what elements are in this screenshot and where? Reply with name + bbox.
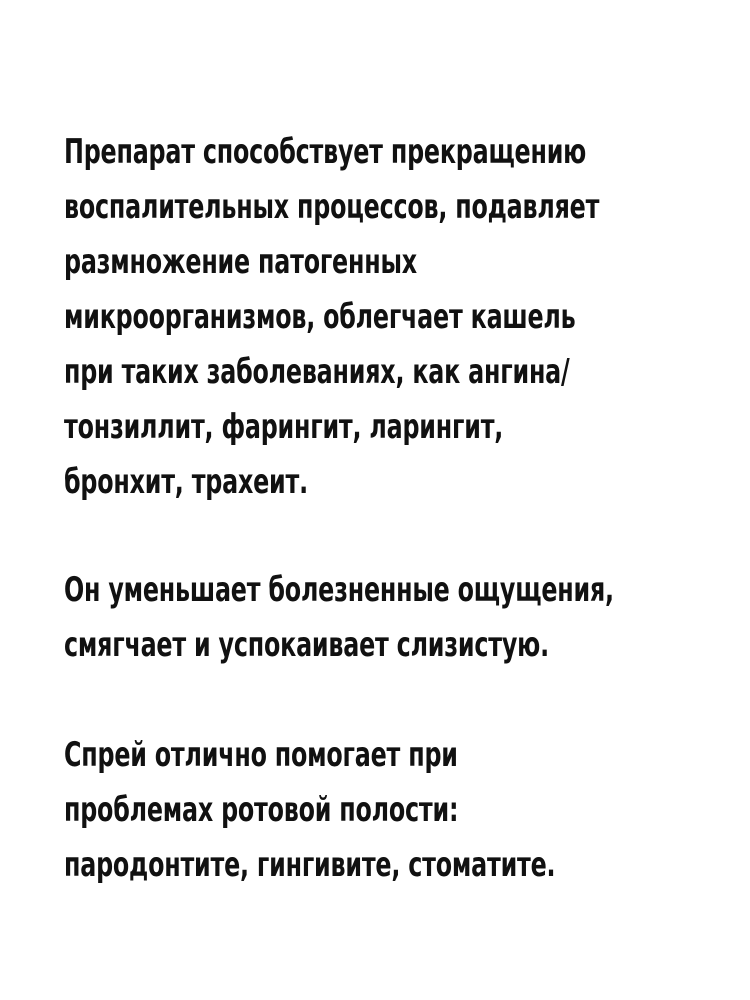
- text-line: при таких заболеваниях, как ангина/: [64, 352, 570, 392]
- text-line: размножение патогенных: [64, 242, 417, 282]
- text-line: бронхит, трахеит.: [64, 462, 308, 502]
- text-line: Спрей отлично помогает при: [64, 735, 458, 775]
- text-line: воспалительных процессов, подавляет: [64, 187, 600, 227]
- text-line: пародонтите, гингивите, стоматите.: [64, 845, 556, 885]
- paragraph-oral-use: [64, 728, 694, 893]
- text-line: тонзиллит, фарингит, ларингит,: [64, 407, 504, 447]
- text-line: проблемах ротовой полости:: [64, 790, 459, 830]
- paragraph-relief: [64, 563, 694, 673]
- paragraph-action: [64, 125, 694, 510]
- text-line: Препарат способствует прекращению: [64, 132, 587, 172]
- text-line: микроорганизмов, облегчает кашель: [64, 297, 576, 337]
- text-line: Он уменьшает болезненные ощущения,: [64, 570, 614, 610]
- text-line: смягчает и успокаивает слизистую.: [64, 625, 549, 665]
